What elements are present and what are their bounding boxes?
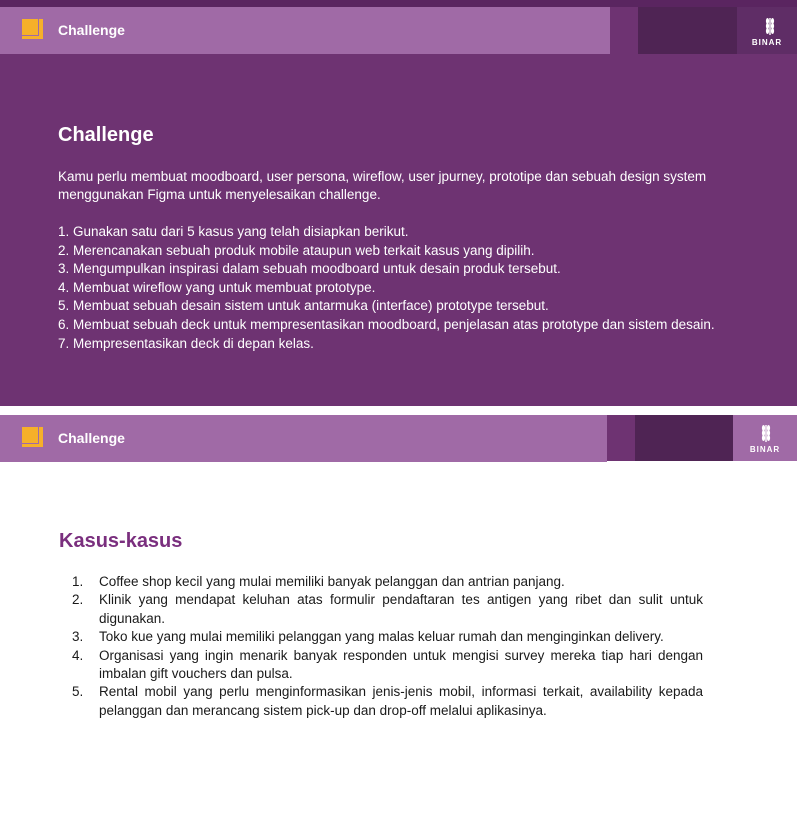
header-title: Challenge <box>58 22 125 38</box>
list-number: 2. <box>72 592 84 608</box>
book-icon <box>22 427 44 449</box>
header-dark-block <box>635 415 733 461</box>
step-item: 4. Membuat wireflow yang untuk membuat prototype. <box>58 279 376 295</box>
list-item <box>59 683 703 720</box>
step-item: 2. Merencanakan sebuah produk mobile ataupun web terkait kasus yang dipilih. <box>58 242 535 258</box>
top-strip <box>0 0 797 7</box>
header-title: Challenge <box>58 430 125 446</box>
step-item: 1. Gunakan satu dari 5 kasus yang telah disiapkan berikut. <box>58 224 409 239</box>
slide-challenge <box>0 0 797 406</box>
challenge-intro: Kamu perlu membuat moodboard, user persona, wireflow, user jpurney, prototipe dan sebuah design system menggunakan Figma untuk menyelesaikan challenge. <box>58 169 707 202</box>
brand-label: BINAR <box>749 445 781 454</box>
challenge-steps <box>58 223 758 353</box>
cases-list <box>59 573 703 720</box>
brand-label: BINAR <box>751 38 783 47</box>
header-mid-block <box>607 415 635 461</box>
step-item: 6. Membuat sebuah deck untuk mempresentasikan moodboard, penjelasan atas prototype dan sistem desain. <box>58 316 715 332</box>
list-text: Toko kue yang mulai memiliki pelanggan yang malas keluar rumah dan menginginkan delivery. <box>99 629 664 645</box>
book-icon <box>22 19 44 41</box>
wheat-logo-icon <box>733 415 797 461</box>
list-text: Rental mobil yang perlu menginformasikan jenis-jenis mobil, informasi terkait, availability kepada pelanggan dan merancang sistem pick-up dan drop-off melalui aplikasinya. <box>99 684 703 718</box>
list-item <box>59 591 703 628</box>
list-number: 1. <box>72 574 84 589</box>
list-item <box>59 647 703 684</box>
list-number: 5. <box>72 684 84 700</box>
list-text: Klinik yang mendapat keluhan atas formulir pendaftaran tes antigen yang ribet dan sulit untuk digunakan. <box>99 592 703 626</box>
binar-brand <box>733 415 797 461</box>
list-text: Coffee shop kecil yang mulai memiliki banyak pelanggan dan antrian panjang. <box>99 574 565 589</box>
page-title: Challenge <box>58 124 154 146</box>
list-text: Organisasi yang ingin menarik banyak responden untuk mengisi survey mereka tiap hari dengan imbalan gift vouchers dan pulsa. <box>99 647 703 682</box>
list-number: 4. <box>72 647 84 663</box>
step-item: 5. Membuat sebuah desain sistem untuk antarmuka (interface) prototype tersebut. <box>58 298 549 314</box>
slide-header <box>0 415 607 462</box>
cases-title: Kasus-kasus <box>59 530 183 552</box>
list-number: 3. <box>72 629 84 645</box>
list-item <box>59 628 703 646</box>
slide-header <box>0 7 610 54</box>
step-item: 3. Mengumpulkan inspirasi dalam sebuah moodboard untuk desain produk tersebut. <box>58 261 561 277</box>
slide-cases <box>0 415 797 818</box>
step-item: 7. Mempresentasikan deck di depan kelas. <box>58 335 314 351</box>
binar-brand <box>737 7 797 54</box>
header-dark-block <box>638 7 737 54</box>
list-item <box>59 573 703 591</box>
